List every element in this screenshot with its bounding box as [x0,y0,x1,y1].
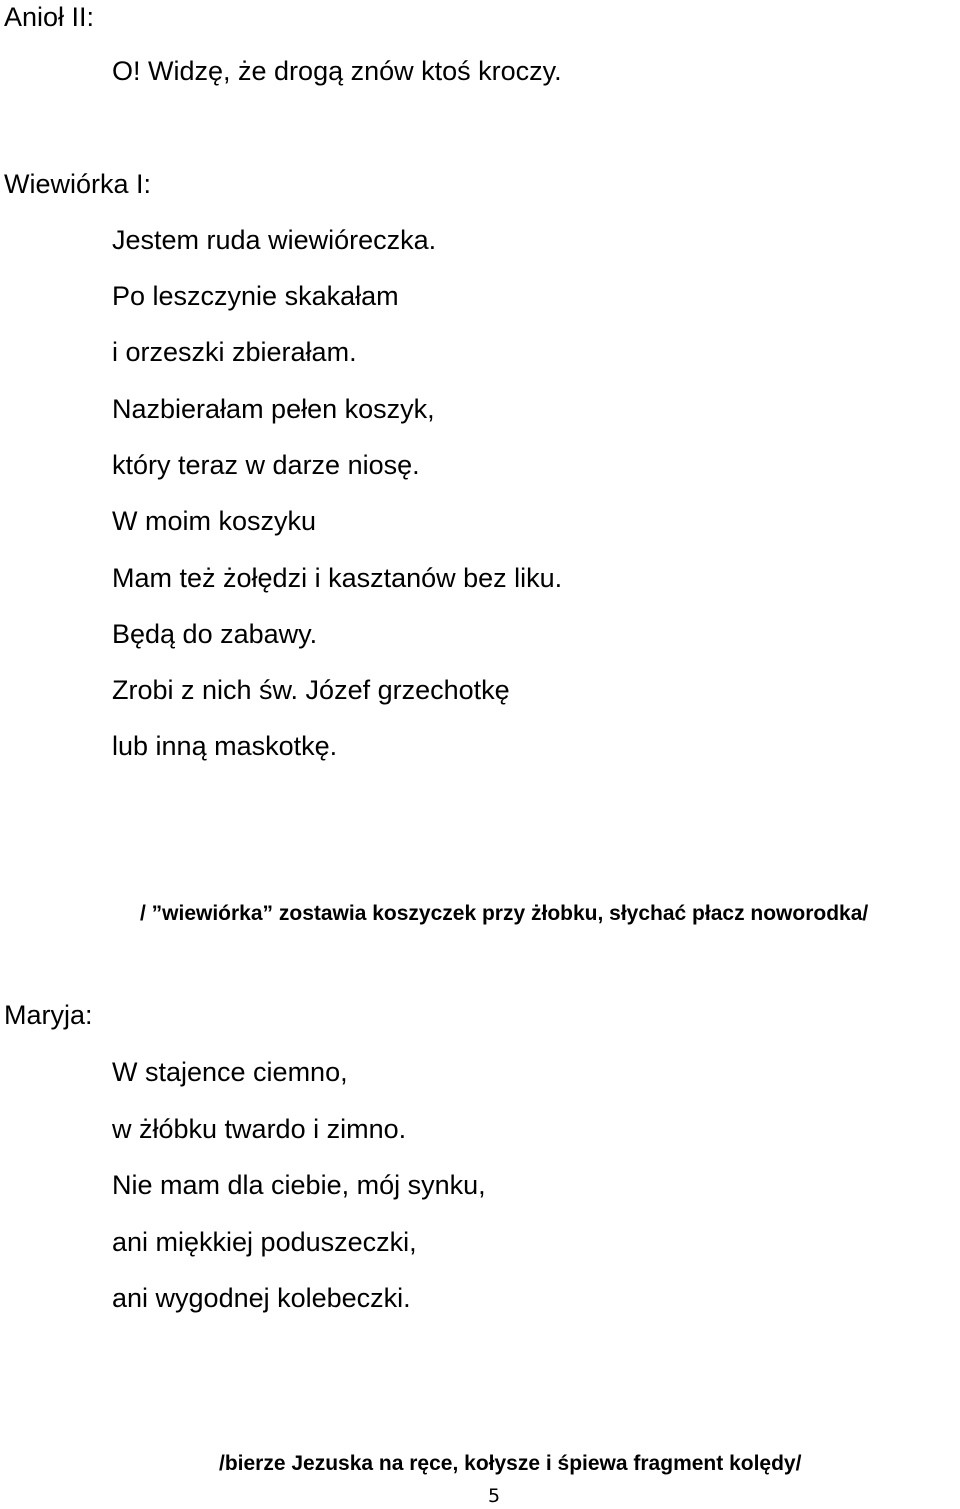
verse-line: O! Widzę, że drogą znów ktoś kroczy. [112,56,562,86]
speaker-aniol-ii: Anioł II: [4,2,95,32]
verse-line: i orzeszki zbierałam. [112,337,357,367]
verse-line: W moim koszyku [112,506,317,536]
verse-line: w żłóbku twardo i zimno. [112,1114,407,1144]
verse-line: Będą do zabawy. [112,619,318,649]
verse-line: Nazbierałam pełen koszyk, [112,394,435,424]
speaker-maryja: Maryja: [4,1000,93,1030]
verse-line: który teraz w darze niosę. [112,450,420,480]
page-number: 5 [488,1485,501,1507]
speaker-wiewiorka-i: Wiewiórka I: [4,169,152,199]
stage-direction: /bierze Jezuska na ręce, kołysze i śpiewa fragment kolędy/ [219,1452,802,1475]
stage-direction: / ”wiewiórka” zostawia koszyczek przy żłobku, słychać płacz noworodka/ [140,902,869,925]
verse-line: lub inną maskotkę. [112,731,338,761]
verse-line: W stajence ciemno, [112,1057,348,1087]
verse-line: ani wygodnej kolebeczki. [112,1283,411,1313]
verse-line: ani miękkiej poduszeczki, [112,1227,417,1257]
verse-line: Jestem ruda wiewióreczka. [112,225,437,255]
verse-line: Zrobi z nich św. Józef grzechotkę [112,675,510,705]
verse-line: Nie mam dla ciebie, mój synku, [112,1170,486,1200]
verse-line: Mam też żołędzi i kasztanów bez liku. [112,563,563,593]
verse-line: Po leszczynie skakałam [112,281,399,311]
